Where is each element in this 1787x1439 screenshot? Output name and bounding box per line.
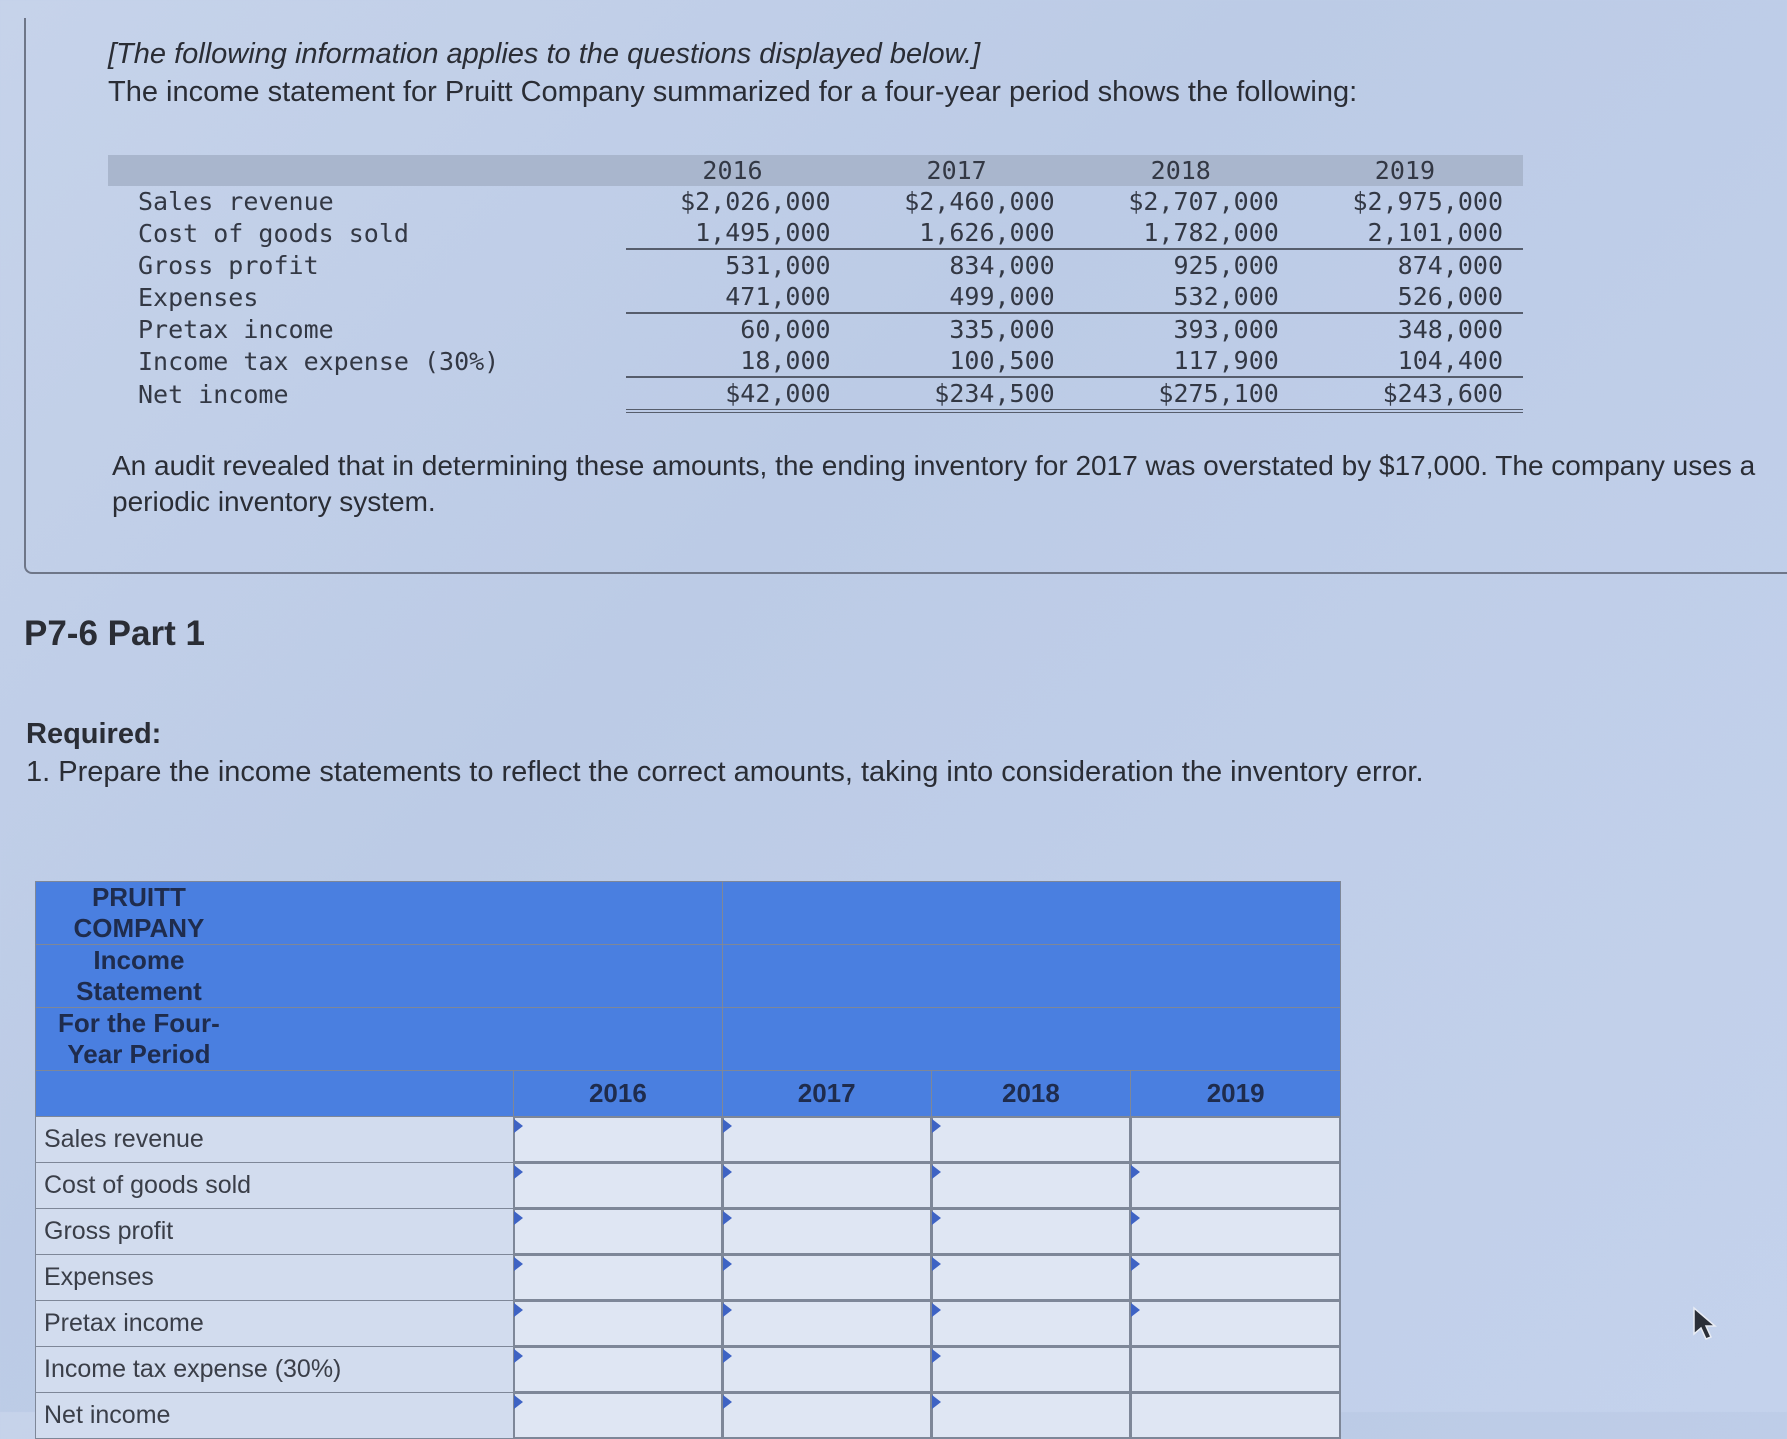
answer-row-label: Sales revenue	[36, 1117, 514, 1163]
header-blank	[722, 945, 1340, 1008]
answer-row-label: Cost of goods sold	[36, 1163, 514, 1209]
answer-year-2019: 2019	[1131, 1071, 1341, 1117]
given-value: 1,495,000	[626, 217, 850, 249]
pretax-2016-input[interactable]	[514, 1301, 722, 1346]
answer-years-row	[36, 1071, 1341, 1117]
period-title: For the Four-Year Period	[36, 1008, 723, 1071]
given-value: 874,000	[1397, 251, 1503, 280]
given-label: Expenses	[138, 282, 259, 312]
net-income-2018-input[interactable]	[932, 1393, 1131, 1438]
answer-row-label: Income tax expense (30%)	[36, 1347, 514, 1393]
pretax-2017-input[interactable]	[723, 1301, 931, 1346]
given-value: $234,500	[851, 377, 1075, 411]
input-cell	[931, 1209, 1131, 1255]
answer-year-2018: 2018	[931, 1071, 1131, 1117]
given-value: 100,500	[851, 345, 1075, 377]
given-row-tax	[108, 345, 1523, 377]
input-cell	[513, 1347, 722, 1393]
given-value: 117,900	[1075, 345, 1299, 377]
intro-text: The income statement for Pruitt Company summarized for a four-year period shows the following:	[108, 76, 1358, 108]
input-cell	[722, 1209, 931, 1255]
answer-row-cogs	[36, 1163, 1341, 1209]
given-income-table	[108, 155, 1523, 413]
given-row-expenses	[108, 281, 1523, 313]
given-year-2019: 2019	[1299, 155, 1523, 186]
tax-2018-input[interactable]	[932, 1347, 1131, 1392]
input-cell	[722, 1301, 931, 1347]
answer-row-label: Expenses	[36, 1255, 514, 1301]
input-cell	[1131, 1301, 1341, 1347]
answer-income-table	[35, 881, 1341, 1439]
given-value: 532,000	[1075, 281, 1299, 313]
given-label: Gross profit	[138, 250, 319, 280]
sales-2019-input[interactable]	[1131, 1117, 1340, 1162]
given-value: 2,101,000	[1299, 217, 1523, 249]
given-value: $2,975,000	[1352, 187, 1503, 216]
input-cell	[931, 1255, 1131, 1301]
gross-profit-2019-input[interactable]	[1131, 1209, 1340, 1254]
mouse-pointer-icon	[1692, 1306, 1718, 1342]
given-value: $42,000	[626, 377, 850, 411]
answer-row-sales	[36, 1117, 1341, 1163]
answer-statement-row	[36, 945, 1341, 1008]
given-value: 526,000	[1299, 281, 1523, 313]
input-cell	[931, 1347, 1131, 1393]
expenses-2019-input[interactable]	[1131, 1255, 1340, 1300]
input-cell	[1131, 1255, 1341, 1301]
answer-row-gross-profit	[36, 1209, 1341, 1255]
gross-profit-2018-input[interactable]	[932, 1209, 1131, 1254]
cogs-2019-input[interactable]	[1131, 1163, 1340, 1208]
sales-2016-input[interactable]	[514, 1117, 722, 1162]
cogs-2018-input[interactable]	[932, 1163, 1131, 1208]
input-cell	[722, 1255, 931, 1301]
answer-row-label: Net income	[36, 1393, 514, 1439]
input-cell	[1131, 1163, 1341, 1209]
input-cell	[513, 1301, 722, 1347]
input-cell	[1131, 1117, 1341, 1163]
input-cell	[513, 1209, 722, 1255]
given-value: $2,460,000	[904, 187, 1055, 216]
input-cell	[1131, 1393, 1341, 1439]
answer-year-2017: 2017	[722, 1071, 931, 1117]
input-cell	[513, 1117, 722, 1163]
given-value: 1,782,000	[1075, 217, 1299, 249]
given-value: 531,000	[725, 251, 831, 280]
given-label: Cost of goods sold	[138, 218, 409, 248]
given-row-cogs	[108, 217, 1523, 249]
given-value: 925,000	[1173, 251, 1279, 280]
given-year-2018: 2018	[1075, 155, 1299, 186]
intro-note: [The following information applies to the questions displayed below.]	[108, 38, 981, 70]
expenses-2016-input[interactable]	[514, 1255, 722, 1300]
answer-row-pretax	[36, 1301, 1341, 1347]
required-text: 1. Prepare the income statements to reflect the correct amounts, taking into consideration the inventory error.	[26, 756, 1424, 788]
given-label: Sales revenue	[138, 187, 334, 216]
answer-year-2016: 2016	[513, 1071, 722, 1117]
given-header-row	[108, 155, 1523, 186]
header-blank	[722, 882, 1340, 945]
given-value: 335,000	[949, 315, 1055, 344]
given-year-2017: 2017	[851, 155, 1075, 186]
input-cell	[513, 1255, 722, 1301]
given-row-pretax	[108, 313, 1523, 345]
given-year-2016: 2016	[626, 155, 850, 186]
given-label: Income tax expense (30%)	[138, 346, 500, 376]
given-value: $2,026,000	[680, 187, 831, 216]
input-cell	[722, 1117, 931, 1163]
given-row-sales	[108, 186, 1523, 217]
net-income-2016-input[interactable]	[514, 1393, 722, 1438]
pretax-2018-input[interactable]	[932, 1301, 1131, 1346]
gross-profit-2017-input[interactable]	[723, 1209, 931, 1254]
answer-row-net-income	[36, 1393, 1341, 1439]
input-cell	[1131, 1347, 1341, 1393]
cogs-2016-input[interactable]	[514, 1163, 722, 1208]
input-cell	[931, 1163, 1131, 1209]
given-value: $275,100	[1075, 377, 1299, 411]
net-income-2017-input[interactable]	[723, 1393, 931, 1438]
given-label: Pretax income	[138, 314, 334, 344]
input-cell	[722, 1163, 931, 1209]
given-value: 348,000	[1397, 315, 1503, 344]
given-label: Net income	[138, 379, 289, 409]
given-value: 104,400	[1299, 345, 1523, 377]
given-row-gross-profit	[108, 249, 1523, 281]
input-cell	[1131, 1209, 1341, 1255]
given-value: 60,000	[740, 315, 831, 344]
statement-title: Income Statement	[36, 945, 723, 1008]
audit-text: An audit revealed that in determining these amounts, the ending inventory for 2017 was overstated by $17,000. The company uses a periodic inventory system.	[112, 450, 1756, 517]
given-value: 1,626,000	[851, 217, 1075, 249]
input-cell	[722, 1347, 931, 1393]
expenses-2018-input[interactable]	[932, 1255, 1131, 1300]
input-cell	[513, 1163, 722, 1209]
sales-2017-input[interactable]	[723, 1117, 931, 1162]
answer-company-row	[36, 882, 1341, 945]
gross-profit-2016-input[interactable]	[514, 1209, 722, 1254]
input-cell	[931, 1301, 1131, 1347]
input-cell	[722, 1393, 931, 1439]
company-name: PRUITT COMPANY	[36, 882, 723, 945]
answer-period-row	[36, 1008, 1341, 1071]
given-value: $243,600	[1299, 377, 1523, 411]
answer-row-expenses	[36, 1255, 1341, 1301]
pretax-2019-input[interactable]	[1131, 1301, 1340, 1346]
given-value: 499,000	[851, 281, 1075, 313]
given-header-blank	[108, 155, 626, 186]
given-row-net-income	[108, 377, 1523, 411]
answer-row-label: Gross profit	[36, 1209, 514, 1255]
cogs-2017-input[interactable]	[723, 1163, 931, 1208]
given-value: 834,000	[949, 251, 1055, 280]
required-label: Required:	[26, 718, 162, 750]
answer-row-tax	[36, 1347, 1341, 1393]
net-income-2019-input[interactable]	[1131, 1393, 1340, 1438]
answer-row-label: Pretax income	[36, 1301, 514, 1347]
expenses-2017-input[interactable]	[723, 1255, 931, 1300]
input-cell	[931, 1393, 1131, 1439]
header-blank	[36, 1071, 514, 1117]
sales-2018-input[interactable]	[932, 1117, 1131, 1162]
given-value: 393,000	[1173, 315, 1279, 344]
given-value: 471,000	[626, 281, 850, 313]
input-cell	[931, 1117, 1131, 1163]
tax-2016-input[interactable]	[514, 1347, 722, 1392]
tax-2017-input[interactable]	[723, 1347, 931, 1392]
header-blank	[722, 1008, 1340, 1071]
tax-2019-input[interactable]	[1131, 1347, 1340, 1392]
input-cell	[513, 1393, 722, 1439]
part-title: P7-6 Part 1	[24, 614, 205, 653]
given-value: 18,000	[626, 345, 850, 377]
given-value: $2,707,000	[1128, 187, 1279, 216]
